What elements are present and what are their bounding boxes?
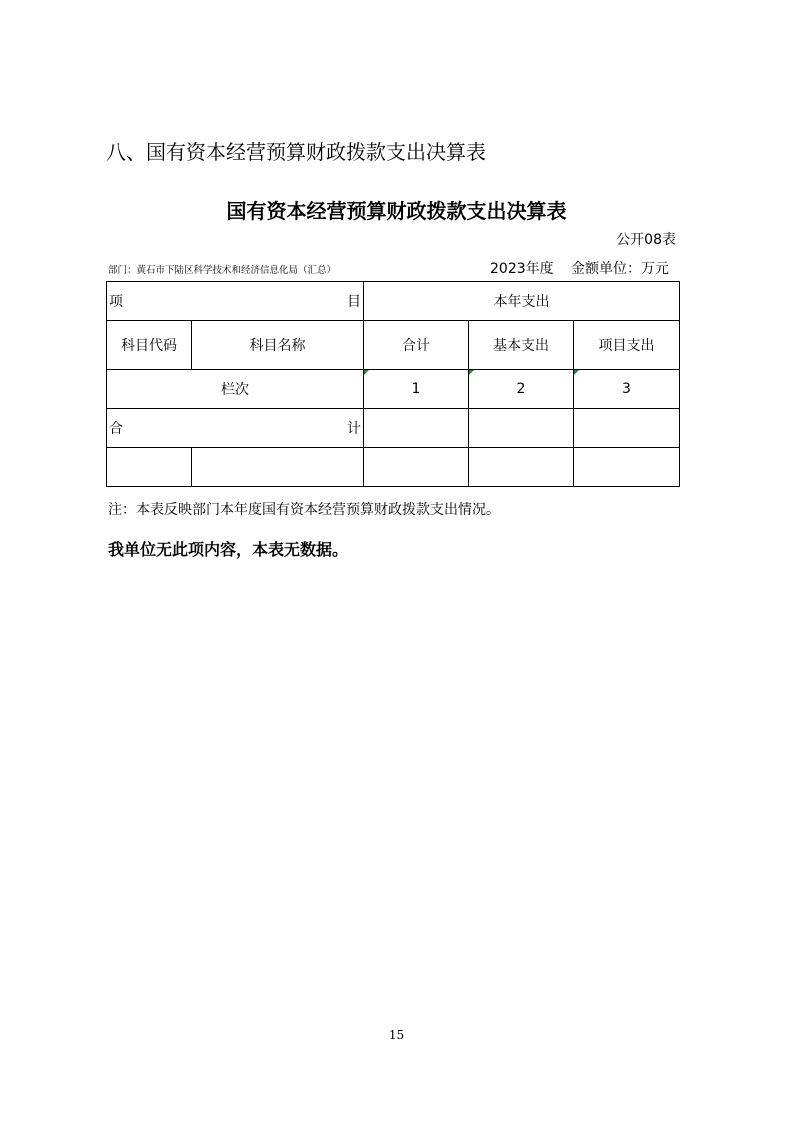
column-number-3: 3 [574,370,680,409]
amount-unit: 金额单位：万元 [571,261,669,277]
subject-name-header: 科目名称 [192,321,364,370]
page-number: 15 [388,1028,405,1042]
current-year-expense-header: 本年支出 [364,282,680,321]
sum-row-label [107,409,364,448]
table-row [107,321,680,370]
column-number-label: 栏次 [107,370,364,409]
no-data-statement: 我单位无此项内容，本表无数据。 [108,540,349,559]
project-expense-header: 项目支出 [574,321,680,370]
empty-cell [574,448,680,487]
department-label: 部门：黄石市下陆区科学技术和经济信息化局（汇总） [108,265,337,276]
empty-cell [469,448,574,487]
table-title: 国有资本经营预算财政拨款支出决算表 [226,199,567,223]
item-header-right: 目 [347,294,361,310]
basic-expense-header: 基本支出 [469,321,574,370]
section-heading: 八、国有资本经营预算财政拨款支出决算表 [106,140,486,164]
item-header-cell [107,282,364,321]
column-number-1: 1 [364,370,469,409]
table-note: 注：本表反映部门本年度国有资本经营预算财政拨款支出情况。 [108,502,500,518]
sum-total-cell [364,409,469,448]
subject-code-header: 科目代码 [107,321,192,370]
form-number: 公开08表 [616,232,676,248]
empty-cell [192,448,364,487]
empty-cell [364,448,469,487]
table-row [107,409,680,448]
sum-label-right: 计 [347,421,361,437]
empty-cell [107,448,192,487]
table-row [107,448,680,487]
sum-label-left: 合 [109,421,123,437]
column-number-2: 2 [469,370,574,409]
table-row [107,282,680,321]
item-header-left: 项 [109,294,123,310]
table-row [107,370,680,409]
sum-project-cell [574,409,680,448]
total-header: 合计 [364,321,469,370]
fiscal-year: 2023年度 [490,261,554,277]
expense-table [106,281,680,487]
sum-basic-cell [469,409,574,448]
